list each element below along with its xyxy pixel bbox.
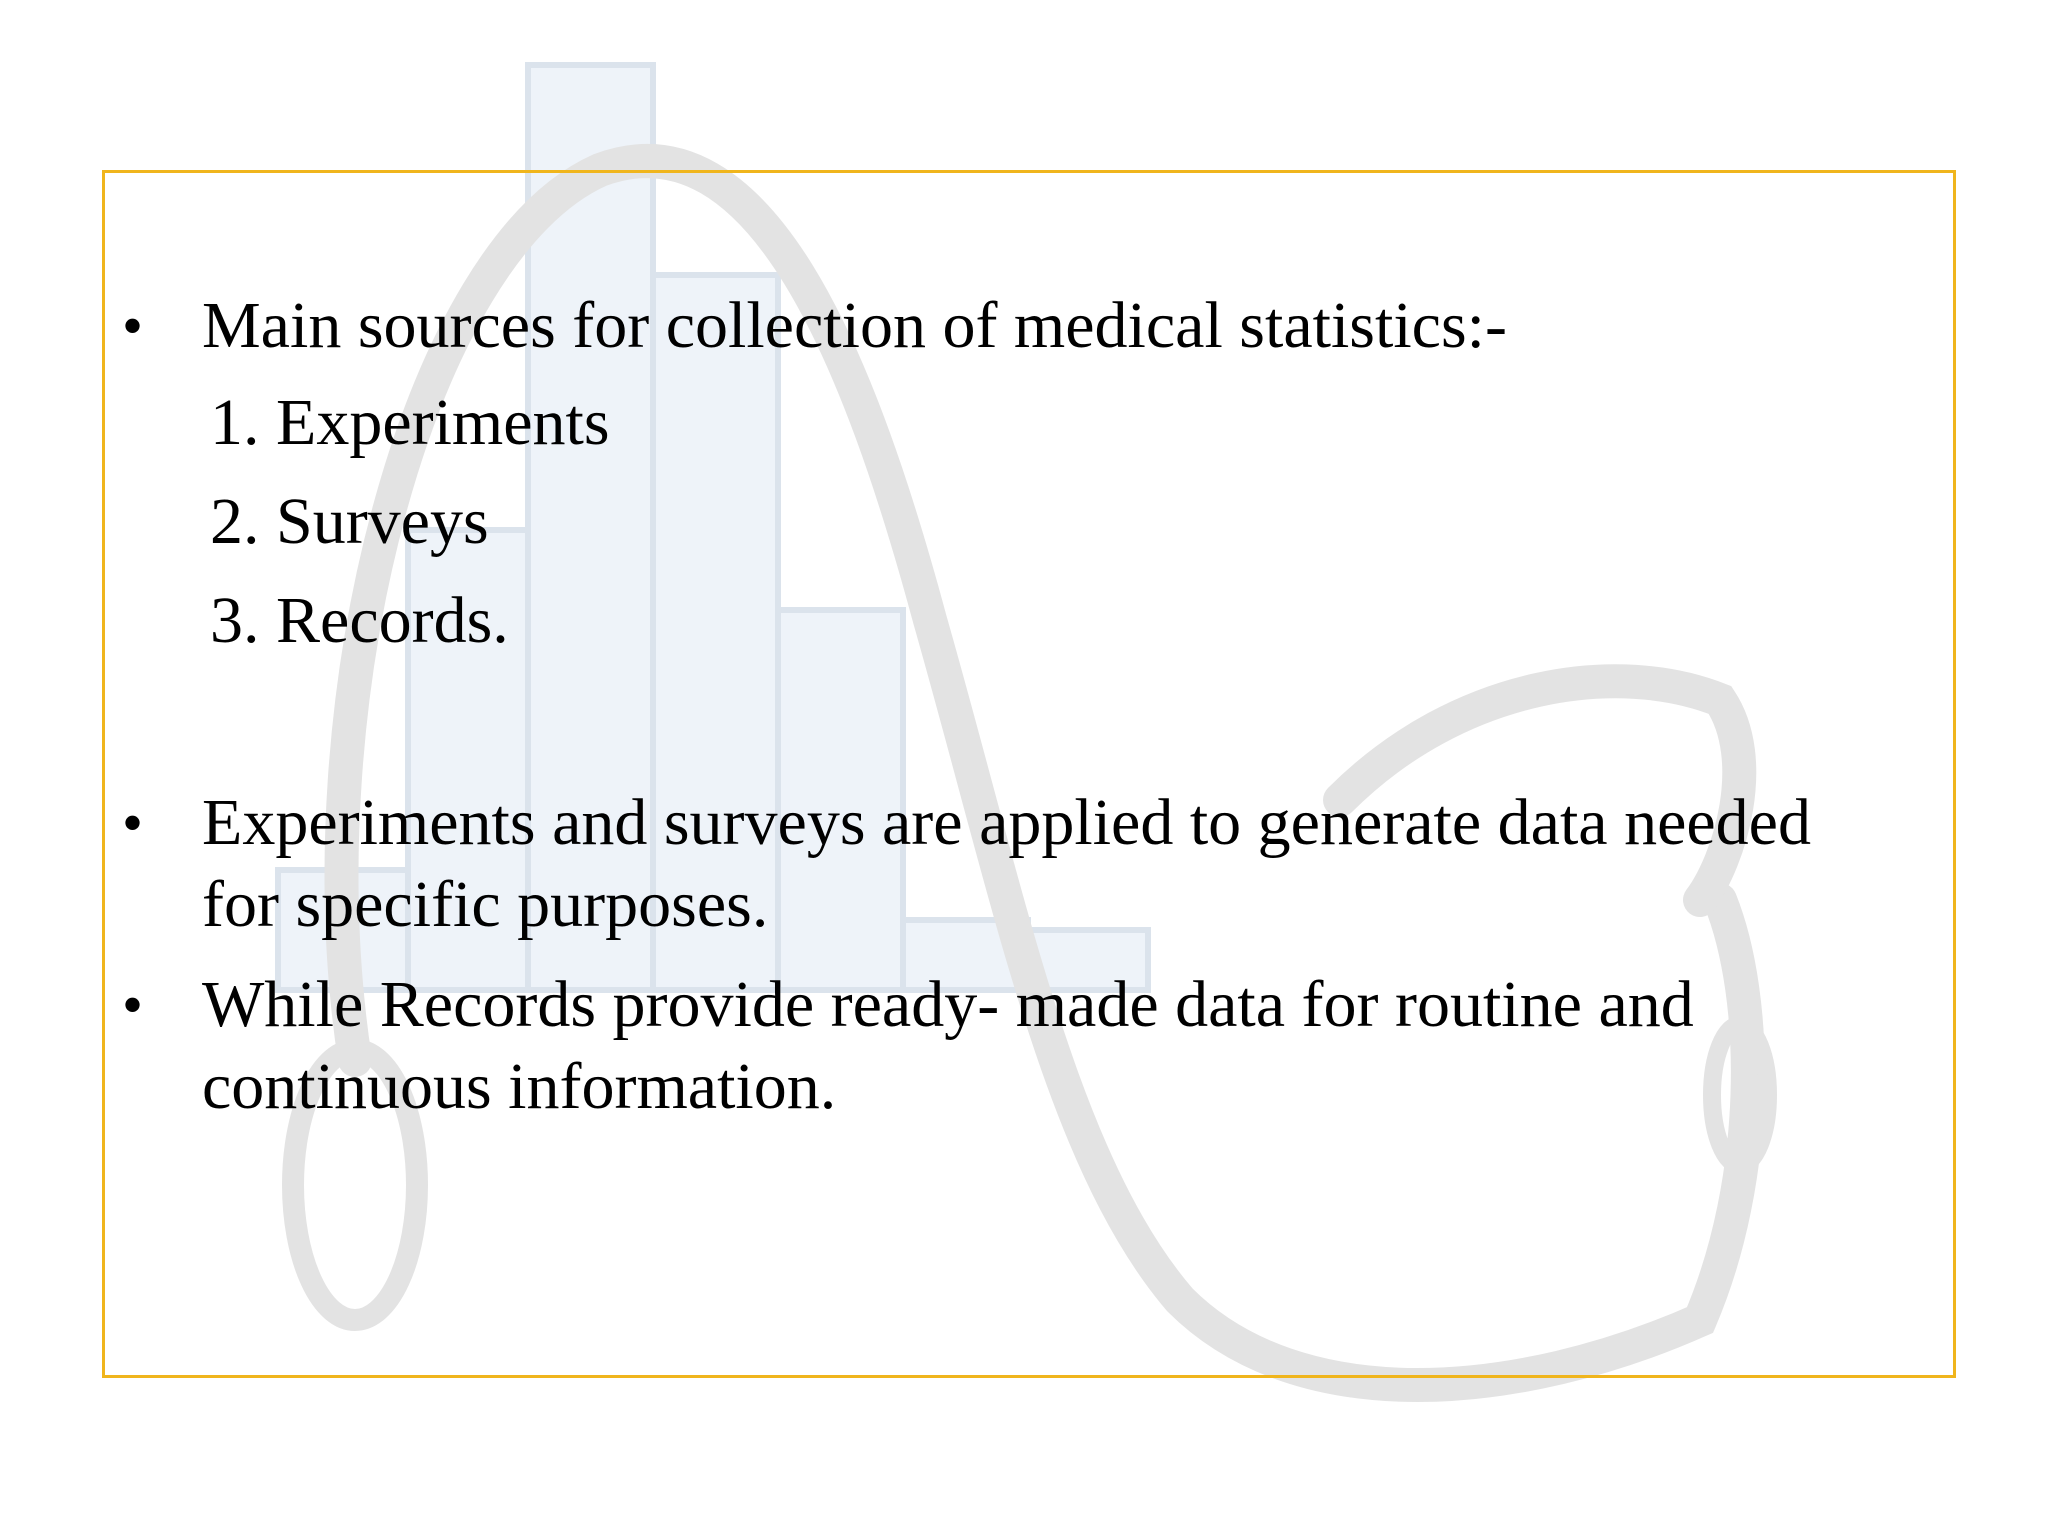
bullet-text: Main sources for collection of medical statistics:- <box>202 289 1507 362</box>
list-item: 1. Experiments <box>210 386 610 459</box>
bullet-text: for specific purposes. <box>202 868 769 941</box>
bullet-symbol: • <box>122 293 144 359</box>
bullet-symbol: • <box>122 972 144 1038</box>
list-item: 2. Surveys <box>210 485 489 558</box>
bullet-symbol: • <box>122 790 144 856</box>
bullet-text: While Records provide ready- made data for routine and <box>202 968 1694 1041</box>
list-item: 3. Records. <box>210 584 509 657</box>
bullet-text: Experiments and surveys are applied to generate data needed <box>202 786 1811 859</box>
bullet-text: continuous information. <box>202 1050 837 1123</box>
